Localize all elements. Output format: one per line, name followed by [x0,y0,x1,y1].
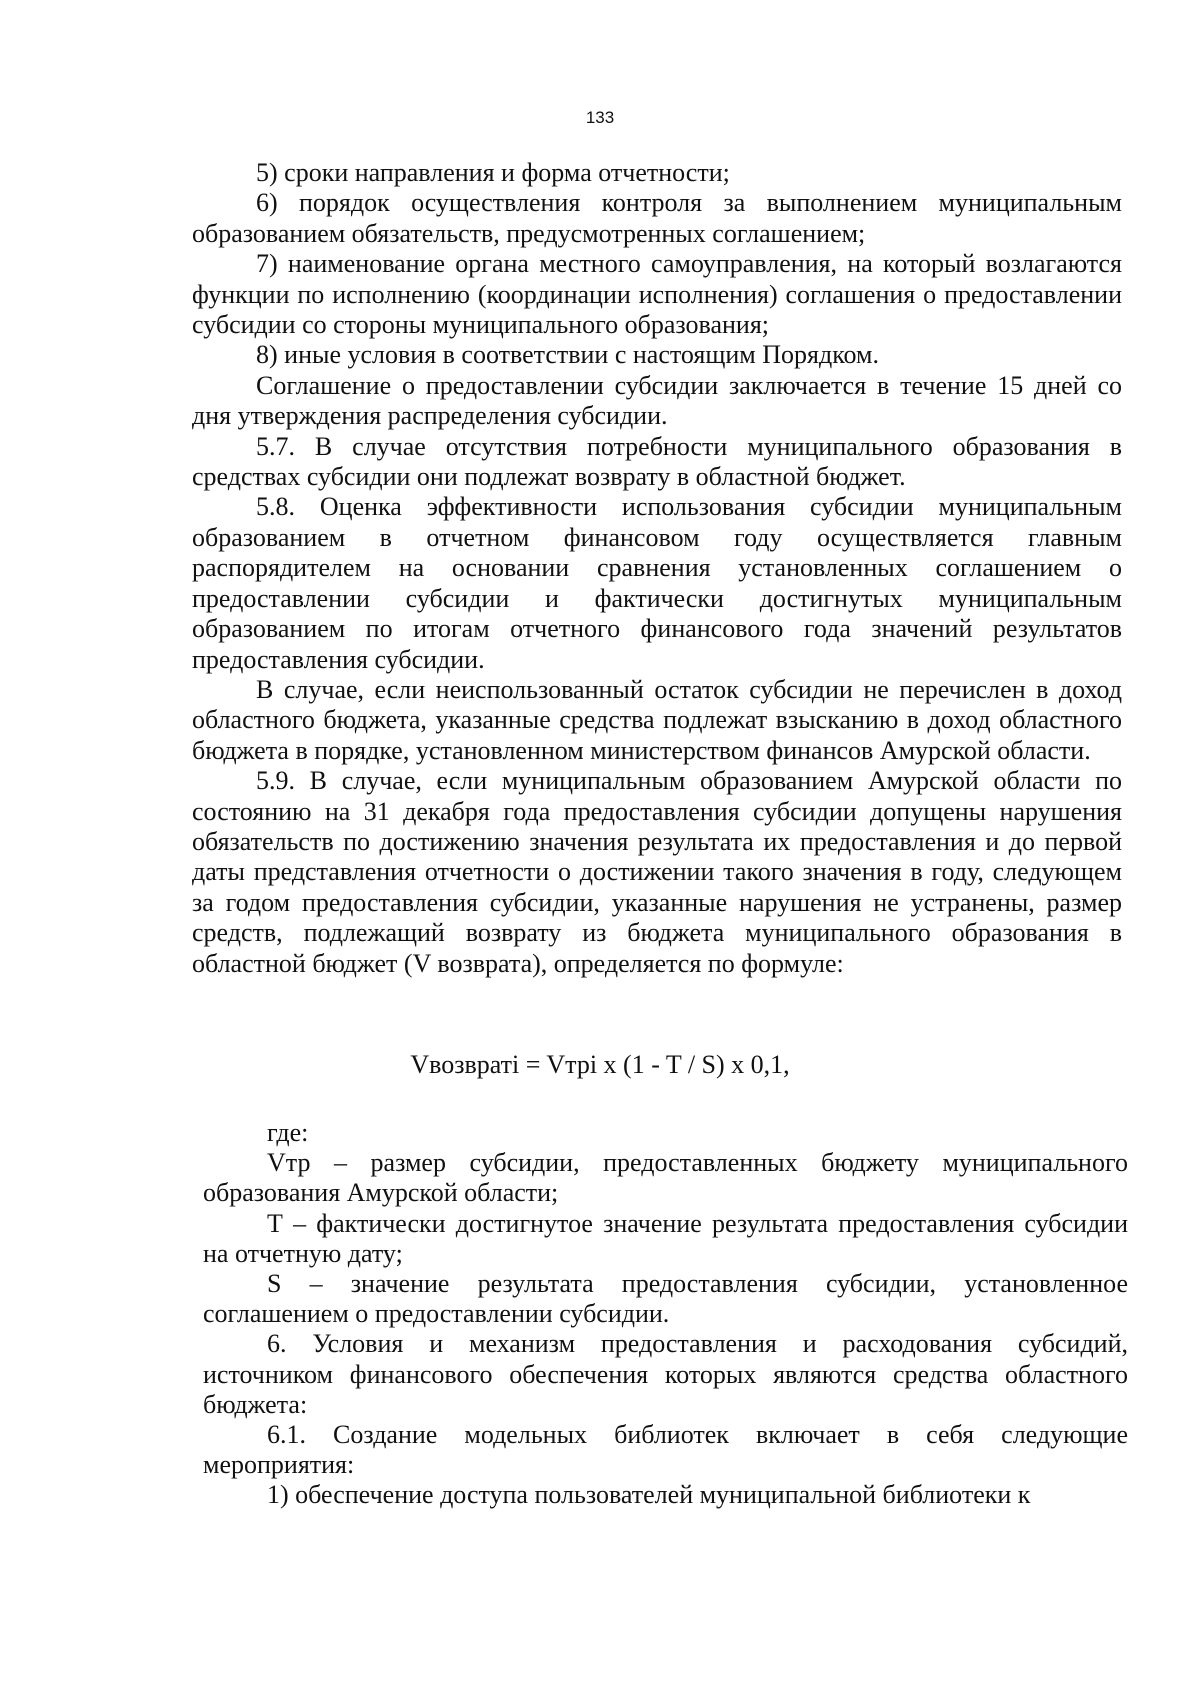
body-text-bottom [203,1118,1128,1511]
unused-balance-paragraph: В случае, если неиспользованный остаток субсидии не перечислен в доход областного бюджета, указанные средства подлежат взысканию в доход областного бюджета в порядке, установленном министерством финансов Амурской области. [192,674,1122,765]
list-item-7: 7) наименование органа местного самоуправления, на который возлагаются функции по исполнению (координации исполнения) соглашения о предоставлении субсидии со стороны муниципального образования; [192,249,1122,340]
definition-s: S – значение результата предоставления субсидии, установленное соглашением о предоставлении субсидии. [203,1269,1128,1329]
refund-formula: Vвозвратi = Vтрi x (1 - T / S) x 0,1, [410,1050,790,1079]
body-text-top [192,158,1122,979]
definition-vtr: Vтр – размер субсидии, предоставленных бюджету муниципального образования Амурской области; [203,1148,1128,1208]
where-label: где: [267,1118,309,1147]
clause-6-1: 6.1. Создание модельных библиотек включает в себя следующие мероприятия: [203,1420,1128,1480]
list-item-6: 6) порядок осуществления контроля за выполнением муниципальным образованием обязательств, предусмотренных соглашением; [192,188,1122,248]
list-item-8: 8) иные условия в соответствии с настоящим Порядком. [256,340,879,370]
clause-5-9: 5.9. В случае, если муниципальным образованием Амурской области по состоянию на 31 декабря года предоставления субсидии допущены нарушения обязательств по достижению значения результата их предоставления и до первой даты представления отчетности о достижении такого значения в году, следующем за годом предоставления субсидии, указанные нарушения не устранены, размер средств, подлежащий возврату из бюджета муниципального образования в областной бюджет (V возврата), определяется по формуле: [192,766,1122,978]
definition-t: Т – фактически достигнутое значение результата предоставления субсидии на отчетную дату; [203,1208,1128,1268]
list-item-5: 5) сроки направления и форма отчетности; [256,158,730,187]
section-6-heading: 6. Условия и механизм предоставления и расходования субсидий, источником финансового обеспечения которых являются средства областного бюджета: [203,1329,1128,1419]
clause-5-7: 5.7. В случае отсутствия потребности муниципального образования в средствах субсидии они подлежат возврату в областной бюджет. [192,431,1122,492]
agreement-paragraph: Соглашение о предоставлении субсидии заключается в течение 15 дней со дня утверждения распределения субсидии. [192,370,1122,431]
clause-5-8: 5.8. Оценка эффективности использования субсидии муниципальным образованием в отчетном финансовом году осуществляется главным распорядителем на основании сравнения установленных соглашением о предоставлении субсидии и фактически достигнутых муниципальным образованием по итогам отчетного финансового года значений результатов предоставления субсидии. [192,492,1122,674]
page-number: 133 [585,108,615,127]
list-item-1: 1) обеспечение доступа пользователей муниципальной библиотеки к [267,1480,1031,1510]
